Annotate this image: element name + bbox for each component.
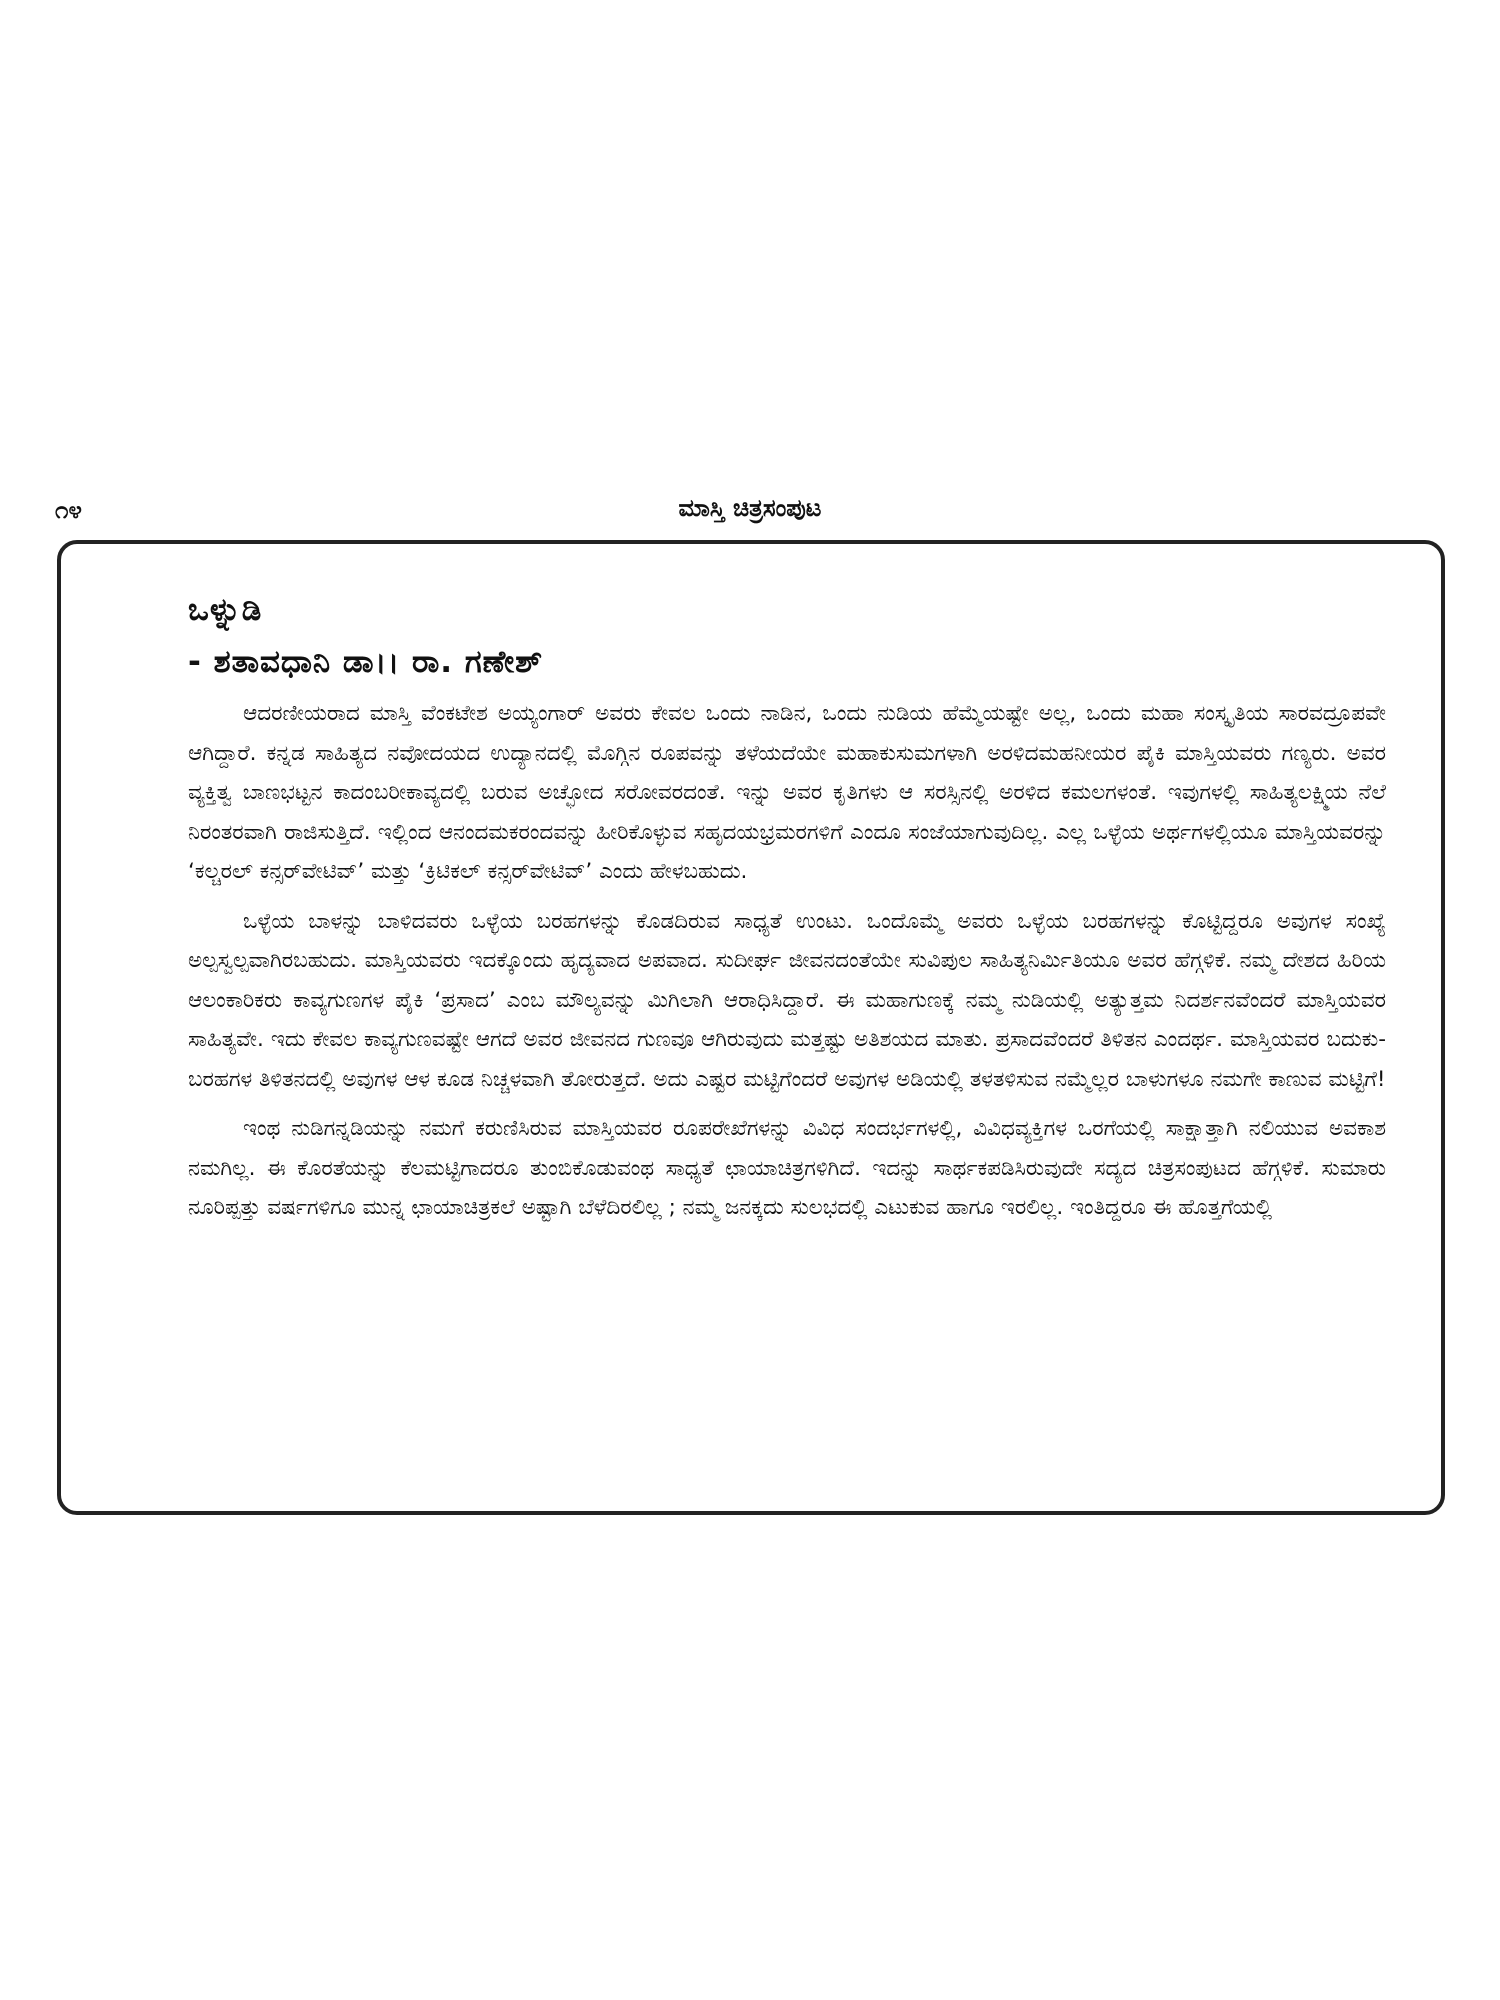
running-title: ಮಾಸ್ತಿ ಚಿತ್ರಸಂಪುಟ	[678, 494, 822, 522]
paragraph: ಒಳ್ಳೆಯ ಬಾಳನ್ನು ಬಾಳಿದವರು ಒಳ್ಳೆಯ ಬರಹಗಳನ್ನು ಕೊಡದಿರುವ ಸಾಧ್ಯತೆ ಉಂಟು. ಒಂದೊಮ್ಮೆ ಅವರು ಒಳ್ಳೆಯ ಬರಹಗಳನ್ನು ಕೊಟ್ಟಿದ್ದರೂ ಅವುಗಳ ಸಂಖ್ಯೆ ಅಲ್ಪಸ್ವಲ್ಪವಾಗಿರಬಹುದು. ಮಾಸ್ತಿಯವರು ಇದಕ್ಕೊಂದು ಹೃದ್ಯವಾದ ಅಪವಾದ. ಸುದೀರ್ಘ ಜೀವನದಂತೆಯೇ ಸುವಿಪುಲ ಸಾಹಿತ್ಯನಿರ್ಮಿತಿಯೂ ಅವರ ಹೆಗ್ಗಳಿಕೆ. ನಮ್ಮ ದೇಶದ ಹಿರಿಯ ಆಲಂಕಾರಿಕರು ಕಾವ್ಯಗುಣಗಳ ಪೈಕಿ ‘ಪ್ರಸಾದ’ ಎಂಬ ಮೌಲ್ಯವನ್ನು ಮಿಗಿಲಾಗಿ ಆರಾಧಿಸಿದ್ದಾರೆ. ಈ ಮಹಾಗುಣಕ್ಕೆ ನಮ್ಮ ನುಡಿಯಲ್ಲಿ ಅತ್ಯುತ್ತಮ ನಿದರ್ಶನವೆಂದರೆ ಮಾಸ್ತಿಯವರ ಸಾಹಿತ್ಯವೇ. ಇದು ಕೇವಲ ಕಾವ್ಯಗುಣವಷ್ಟೇ ಆಗದೆ ಅವರ ಜೀವನದ ಗುಣವೂ ಆಗಿರುವುದು ಮತ್ತಷ್ಟು ಅತಿಶಯದ ಮಾತು. ಪ್ರಸಾದವೆಂದರೆ ತಿಳಿತನ ಎಂದರ್ಥ. ಮಾಸ್ತಿಯವರ ಬದುಕು-ಬರಹಗಳ ತಿಳಿತನದಲ್ಲಿ ಅವುಗಳ ಆಳ ಕೂಡ ನಿಚ್ಚಳವಾಗಿ ತೋರುತ್ತದೆ. ಅದು ಎಷ್ಟರ ಮಟ್ಟಿಗೆಂದರೆ ಅವುಗಳ ಅಡಿಯಲ್ಲಿ ತಳತಳಿಸುವ ನಮ್ಮೆಲ್ಲರ ಬಾಳುಗಳೂ ನಮಗೇ ಕಾಣುವ ಮಟ್ಟಿಗೆ!	[188, 908, 1386, 1092]
page-number: ೧೪	[55, 496, 82, 524]
content-frame	[57, 540, 1445, 1515]
article-body	[188, 584, 1386, 1238]
paragraph: ಆದರಣೀಯರಾದ ಮಾಸ್ತಿ ವೆಂಕಟೇಶ ಅಯ್ಯಂಗಾರ್ ಅವರು ಕೇವಲ ಒಂದು ನಾಡಿನ, ಒಂದು ನುಡಿಯ ಹೆಮ್ಮೆಯಷ್ಟೇ ಅಲ್ಲ, ಒಂದು ಮಹಾ ಸಂಸ್ಕೃತಿಯ ಸಾರವದ್ರೂಪವೇ ಆಗಿದ್ದಾರೆ. ಕನ್ನಡ ಸಾಹಿತ್ಯದ ನವೋದಯದ ಉದ್ಯಾನದಲ್ಲಿ ಮೊಗ್ಗಿನ ರೂಪವನ್ನು ತಳೆಯದೆಯೇ ಮಹಾಕುಸುಮಗಳಾಗಿ ಅರಳಿದಮಹನೀಯರ ಪೈಕಿ ಮಾಸ್ತಿಯವರು ಗಣ್ಯರು. ಅವರ ವ್ಯಕ್ತಿತ್ವ ಬಾಣಭಟ್ಟನ ಕಾದಂಬರೀಕಾವ್ಯದಲ್ಲಿ ಬರುವ ಅಚ್ಛೋದ ಸರೋವರದಂತೆ. ಇನ್ನು ಅವರ ಕೃತಿಗಳು ಆ ಸರಸ್ಸಿನಲ್ಲಿ ಅರಳಿದ ಕಮಲಗಳಂತೆ. ಇವುಗಳಲ್ಲಿ ಸಾಹಿತ್ಯಲಕ್ಷ್ಮಿಯ ನೆಲೆ ನಿರಂತರವಾಗಿ ರಾಜಿಸುತ್ತಿದೆ. ಇಲ್ಲಿಂದ ಆನಂದಮಕರಂದವನ್ನು ಹೀರಿಕೊಳ್ಳುವ ಸಹೃದಯಭ್ರಮರಗಳಿಗೆ ಎಂದೂ ಸಂಜೆಯಾಗುವುದಿಲ್ಲ. ಎಲ್ಲ ಒಳ್ಳೆಯ ಅರ್ಥಗಳಲ್ಲಿಯೂ ಮಾಸ್ತಿಯವರನ್ನು ‘ಕಲ್ಚರಲ್ ಕನ್ಸರ್‌ವೇಟಿವ್’ ಮತ್ತು ‘ಕ್ರಿಟಿಕಲ್ ಕನ್ಸರ್‌ವೇಟಿವ್’ ಎಂದು ಹೇಳಬಹುದು.	[188, 701, 1386, 884]
paragraph: ಇಂಥ ನುಡಿಗನ್ನಡಿಯನ್ನು ನಮಗೆ ಕರುಣಿಸಿರುವ ಮಾಸ್ತಿಯವರ ರೂಪರೇಖೆಗಳನ್ನು ವಿವಿಧ ಸಂದರ್ಭಗಳಲ್ಲಿ, ವಿವಿಧವ್ಯಕ್ತಿಗಳ ಒರಗೆಯಲ್ಲಿ ಸಾಕ್ಷಾತ್ತಾಗಿ ನಲಿಯುವ ಅವಕಾಶ ನಮಗಿಲ್ಲ. ಈ ಕೊರತೆಯನ್ನು ಕೆಲಮಟ್ಟಿಗಾದರೂ ತುಂಬಿಕೊಡುವಂಥ ಸಾಧ್ಯತೆ ಛಾಯಾಚಿತ್ರಗಳಿಗಿದೆ. ಇದನ್ನು ಸಾರ್ಥಕಪಡಿಸಿರುವುದೇ ಸದ್ಯದ ಚಿತ್ರಸಂಪುಟದ ಹೆಗ್ಗಳಿಕೆ. ಸುಮಾರು ನೂರಿಪ್ಪತ್ತು ವರ್ಷಗಳಿಗೂ ಮುನ್ನ ಛಾಯಾಚಿತ್ರಕಲೆ ಅಷ್ಟಾಗಿ ಬೆಳೆದಿರಲಿಲ್ಲ ; ನಮ್ಮ ಜನಕ್ಕದು ಸುಲಭದಲ್ಲಿ ಎಟುಕುವ ಹಾಗೂ ಇರಲಿಲ್ಲ. ಇಂತಿದ್ದರೂ ಈ ಹೊತ್ತಗೆಯಲ್ಲಿ	[188, 1116, 1386, 1220]
article-byline: - ಶತಾವಧಾನಿ ಡಾ।। ರಾ. ಗಣೇಶ್	[188, 644, 544, 680]
article-title: ಒಳ್ನುಡಿ	[188, 592, 263, 628]
